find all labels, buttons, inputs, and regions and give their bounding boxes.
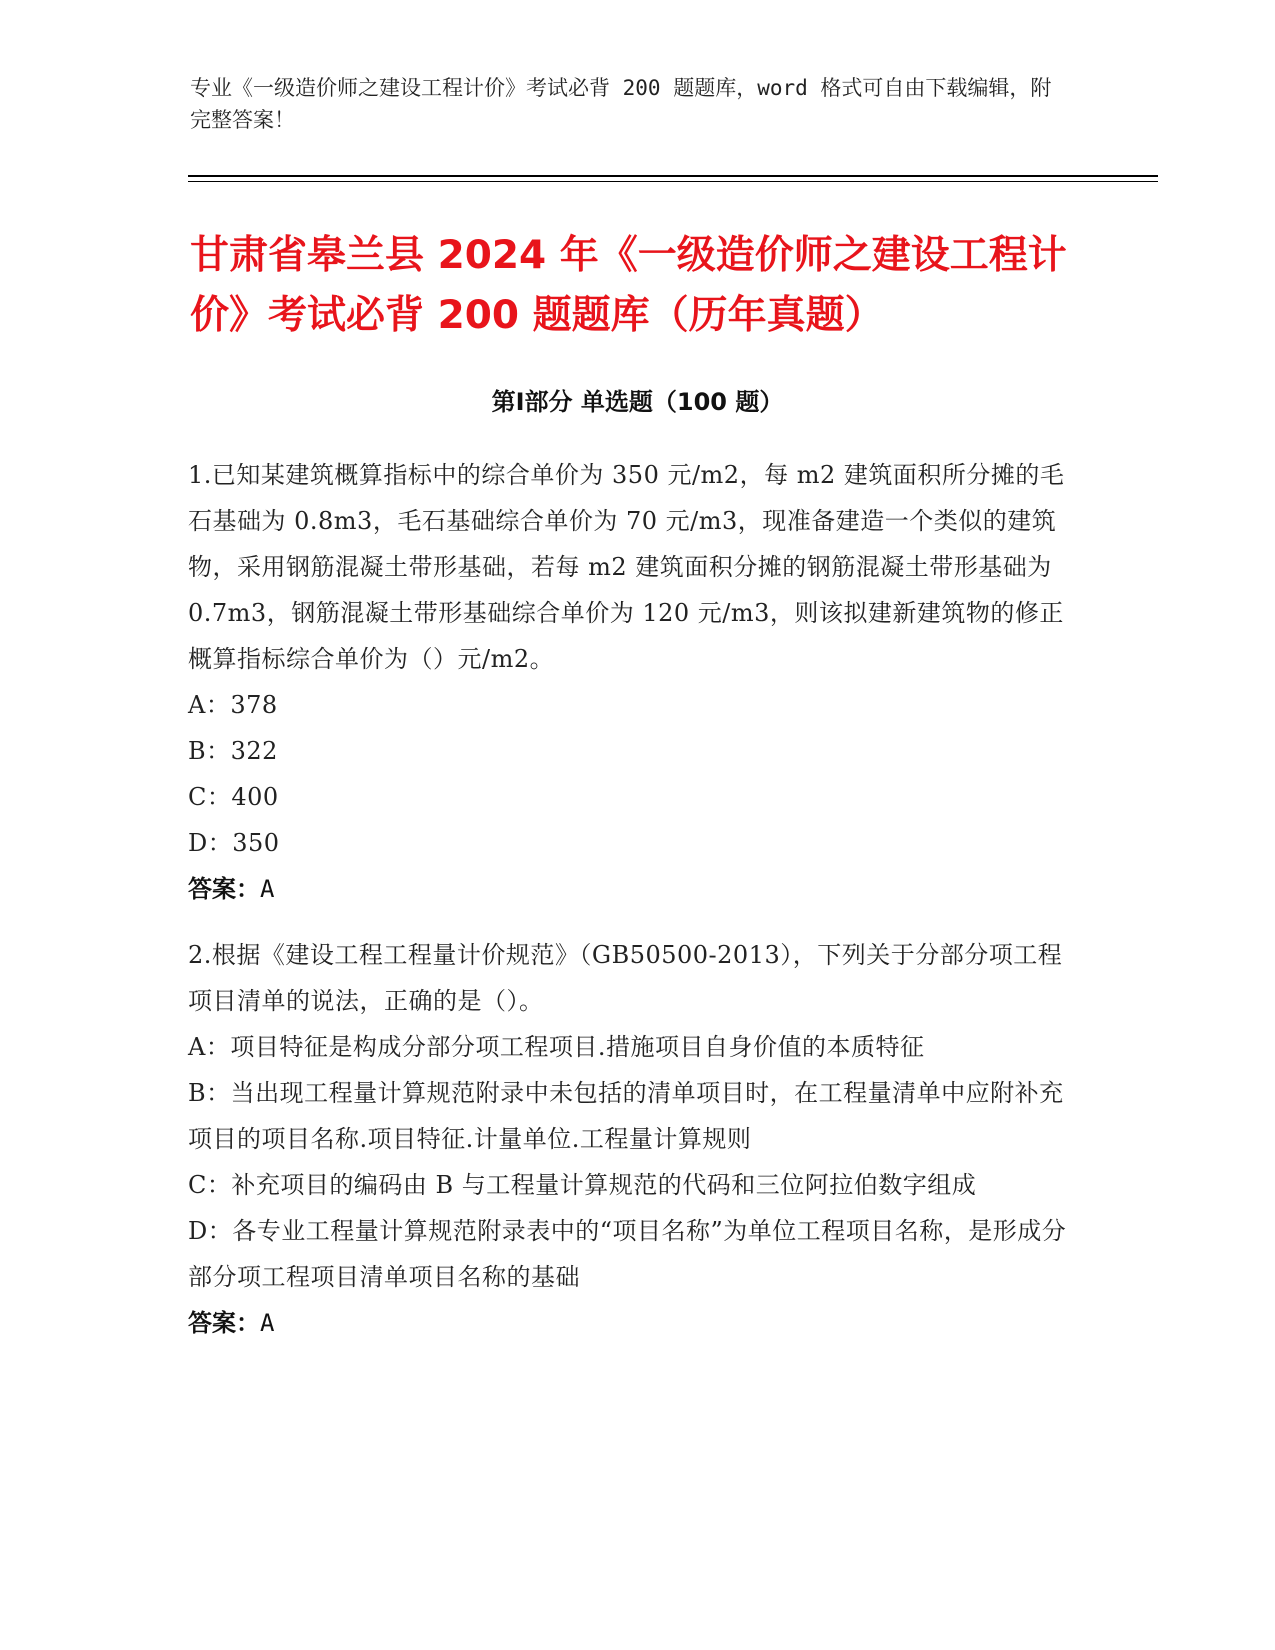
question-2-option-c: C：补充项目的编码由 B 与工程量计算规范的代码和三位阿拉伯数字组成 <box>188 1171 977 1199</box>
question-1-option-c: C：400 <box>188 783 279 811</box>
question-2-answer-label: 答案： <box>188 1309 260 1337</box>
question-1 <box>188 452 1078 912</box>
question-1-option-d: D：350 <box>188 829 280 857</box>
question-2-option-d: D：各专业工程量计算规范附录表中的“项目名称”为单位工程项目名称，是形成分部分项工程项目清单项目名称的基础 <box>188 1217 1067 1291</box>
question-2-option-b: B：当出现工程量计算规范附录中未包括的清单项目时，在工程量清单中应附补充项目的项目名称.项目特征.计量单位.工程量计算规则 <box>188 1079 1064 1153</box>
question-1-option-a: A：378 <box>188 691 278 719</box>
question-2-answer <box>188 1300 1078 1346</box>
question-1-option-b: B：322 <box>188 737 278 765</box>
question-2-text: 2.根据《建设工程工程量计价规范》（GB50500-2013），下列关于分部分项工程项目清单的说法，正确的是（）。 <box>188 941 1063 1015</box>
question-1-text: 1.已知某建筑概算指标中的综合单价为 350 元/m2，每 m2 建筑面积所分摊的毛石基础为 0.8m3，毛石基础综合单价为 70 元/m3，现准备建造一个类似的建筑物，采用钢筋混凝土带形基础，若每 m2 建筑面积分摊的钢筋混凝土带形基础为 0.7m3，钢筋混凝土带形基础综合单价为 120 元/m3，则该拟建新建筑物的修正概算指标综合单价为（）元/m2。 <box>188 461 1065 673</box>
question-1-answer-label: 答案： <box>188 875 260 903</box>
header-rule-thick <box>188 175 1158 177</box>
document-title: 甘肃省皋兰县 2024 年《一级造价师之建设工程计价》考试必背 200 题题库（历年真题） <box>190 233 1067 338</box>
question-2-option-a: A：项目特征是构成分部分项工程项目.措施项目自身价值的本质特征 <box>188 1033 925 1061</box>
question-2 <box>188 932 1078 1346</box>
question-1-answer-value: A <box>260 875 275 903</box>
question-1-answer <box>188 866 1078 912</box>
header-rule-thin <box>188 181 1158 182</box>
section-heading: 第Ⅰ部分 单选题（100 题） <box>491 388 784 416</box>
header-note: 专业《一级造价师之建设工程计价》考试必背 200 题题库，word 格式可自由下载编辑，附完整答案！ <box>190 76 1052 132</box>
question-2-answer-value: A <box>260 1309 275 1337</box>
